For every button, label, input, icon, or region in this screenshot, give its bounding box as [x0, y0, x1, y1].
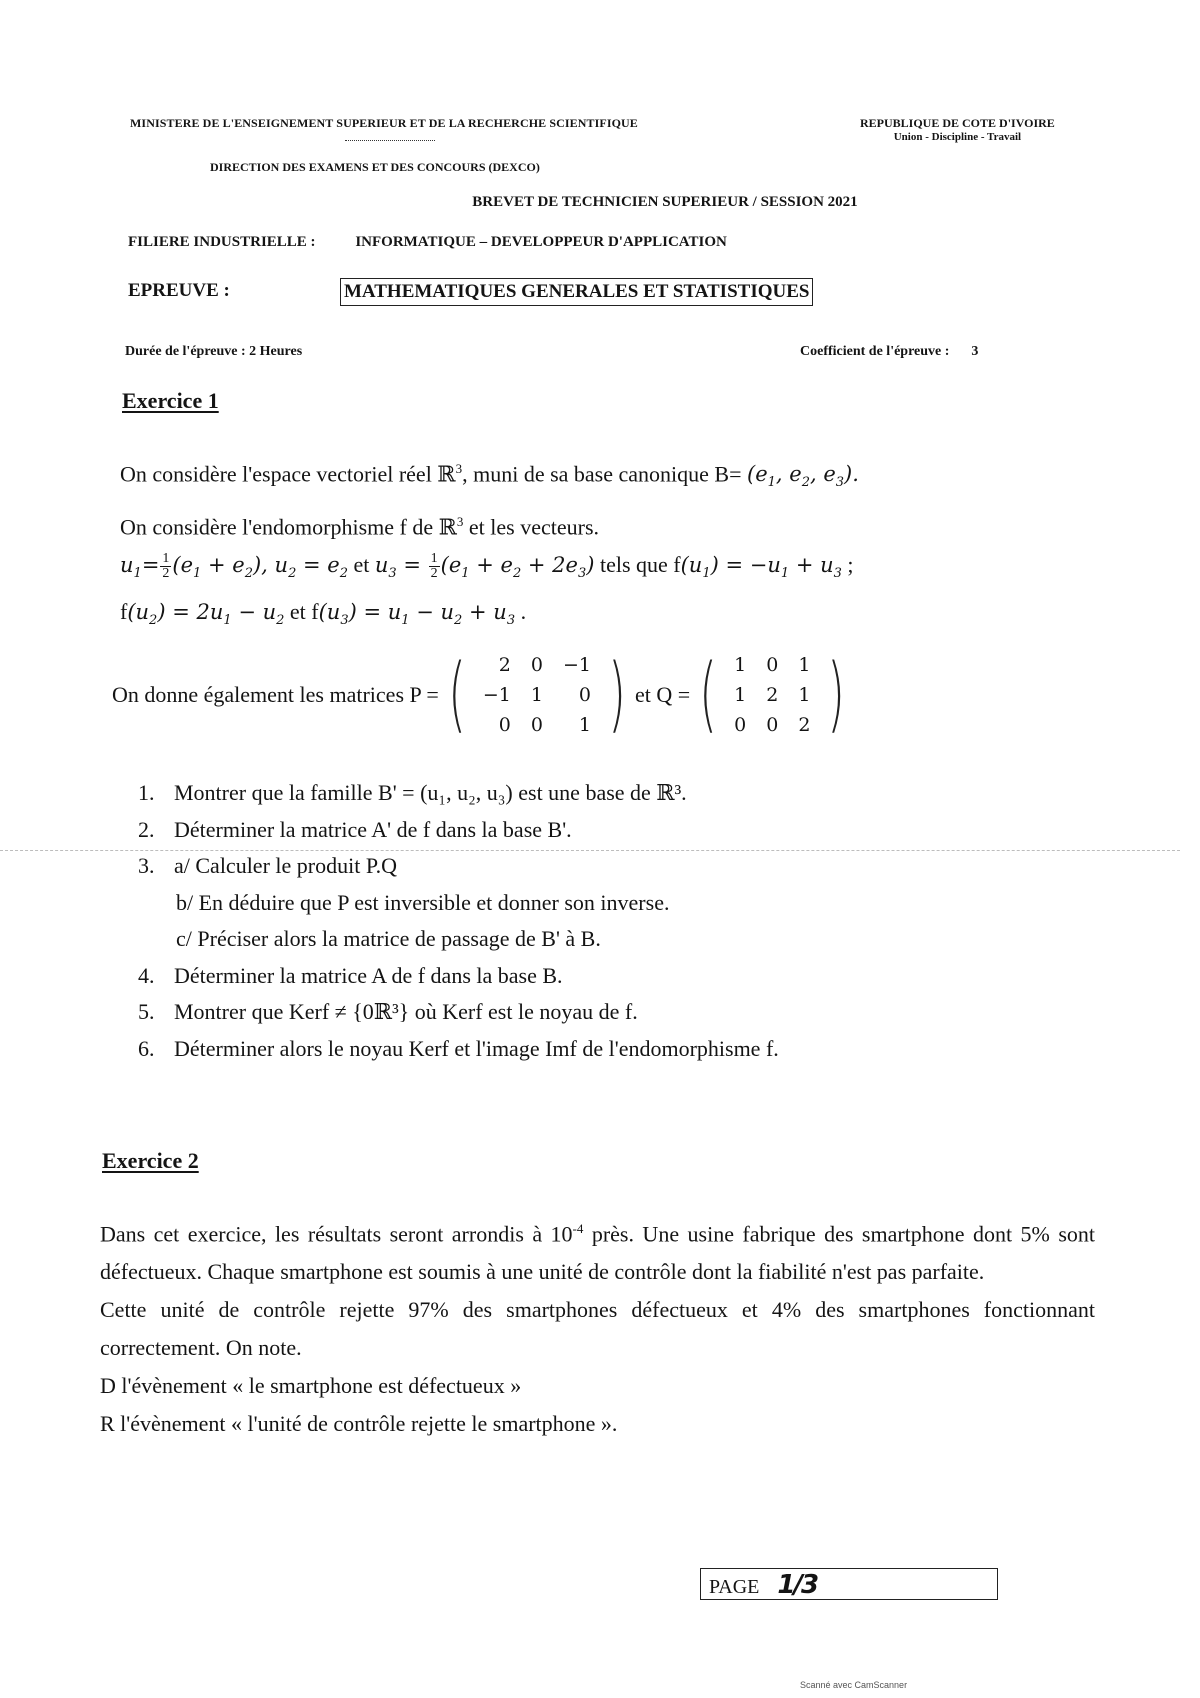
scan-artifact-line	[0, 850, 1180, 851]
question-4: 4. Déterminer la matrice A de f dans la base B.	[138, 962, 563, 988]
exam-title: BREVET DE TECHNICIEN SUPERIEUR / SESSION 2021	[472, 194, 858, 210]
exercise-2-title: Exercice 2	[102, 1148, 199, 1173]
republic-motto: Union - Discipline - Travail	[893, 131, 1022, 143]
question-6: 6. Déterminer alors le noyau Kerf et l'image Imf de l'endomorphisme f.	[138, 1035, 779, 1061]
statement-line-3: $u_1=$ $\frac{1}{2}$ $(e_1 + e_2)$, $u_2 = e_2$ et $u_3$ = $\frac{1}{2}$ $(e_1 + e_2 + 2e_3)$ tels que $f(u_1) = -u_1 + u_3$ ;	[120, 551, 854, 582]
filiere-label: FILIERE INDUSTRIELLE :	[128, 234, 316, 250]
statement-line-2: On considère l'endomorphisme f de ℝ$^3$ et les vecteurs.	[120, 513, 599, 539]
matrices-line	[112, 647, 854, 742]
epreuve-value: MATHEMATIQUES GENERALES ET STATISTIQUES	[340, 278, 813, 306]
matrix-q: ( 1 0 1 1 2 1 0 0 2 )	[699, 647, 846, 742]
exercise-2-event-d: D l'évènement « le smartphone est défectueux »	[100, 1373, 522, 1399]
exercise-1-title: Exercice 1	[122, 388, 219, 413]
question-2: 2. Déterminer la matrice A' de f dans la base B'.	[138, 816, 572, 842]
exercise-2-statement	[100, 1210, 1095, 1443]
matrices-intro: On donne également les matrices P =	[112, 682, 439, 707]
coef-label: Coefficient de l'épreuve :	[800, 344, 950, 359]
statement-line-4: $f(u_2) = 2u_1 - u_2$ et $f(u_3) = u_1 - u_2 + u_3$ .	[120, 599, 527, 629]
republic-name: REPUBLIQUE DE COTE D'IVOIRE	[860, 116, 1055, 130]
coef-value: 3	[971, 344, 979, 359]
question-1: 1. Montrer que la famille B' = (u₁, u₂, u₃) est une base de ℝ³.	[138, 780, 687, 805]
page-number-box	[700, 1568, 998, 1600]
exercise-1-questions	[138, 775, 779, 1067]
republic-header	[860, 116, 1055, 143]
exercise-1-statement	[120, 450, 1040, 640]
exam-coefficient	[800, 344, 978, 360]
filiere-line	[128, 234, 727, 251]
question-3c: c/ Préciser alors la matrice de passage de B' à B.	[176, 926, 601, 951]
scanner-watermark: Scanné avec CamScanner	[800, 1680, 908, 1690]
header-separator	[345, 140, 435, 141]
question-5: 5. Montrer que Kerf ≠ {0ℝ³} où Kerf est le noyau de f.	[138, 999, 638, 1024]
exam-duration: Durée de l'épreuve : 2 Heures	[125, 344, 303, 359]
epreuve-label: EPREUVE :	[128, 280, 230, 301]
filiere-value: INFORMATIQUE – DEVELOPPEUR D'APPLICATION	[355, 234, 727, 250]
ministry-header: MINISTERE DE L'ENSEIGNEMENT SUPERIEUR ET DE LA RECHERCHE SCIENTIFIQUE	[130, 116, 638, 130]
statement-line-1: On considère l'espace vectoriel réel ℝ$^3$, muni de sa base canonique $B= (e_1$, $e_2$, $e_3$).	[120, 461, 859, 491]
matrix-p: ( 2 0 −1 −1 1 0 0 0 1 )	[448, 647, 626, 742]
question-3a: 3. a/ Calculer le produit P.Q	[138, 853, 398, 878]
exercise-2-para-2: Cette unité de contrôle rejette 97% des smartphones défectueux et 4% des smartphones fonctionnant correctement. On note.	[100, 1297, 1095, 1361]
question-3b: b/ En déduire que P est inversible et donner son inverse.	[176, 889, 670, 915]
matrices-and: et Q =	[634, 682, 691, 707]
page-value: 1/3	[777, 1570, 818, 1600]
exercise-2-para-1: Dans cet exercice, les résultats seront arrondis à $10^{-4}$ près. Une usine fabrique des smartphone dont 5% sont défectueux. Chaque smartphone est soumis à une unité de contrôle dont la fiabilité n'est pas parfaite.	[100, 1221, 1095, 1285]
page-label: PAGE	[709, 1576, 760, 1598]
direction-header: DIRECTION DES EXAMENS ET DES CONCOURS (DEXCO)	[210, 160, 540, 174]
exercise-2-event-r: R l'évènement « l'unité de contrôle rejette le smartphone ».	[100, 1411, 618, 1437]
